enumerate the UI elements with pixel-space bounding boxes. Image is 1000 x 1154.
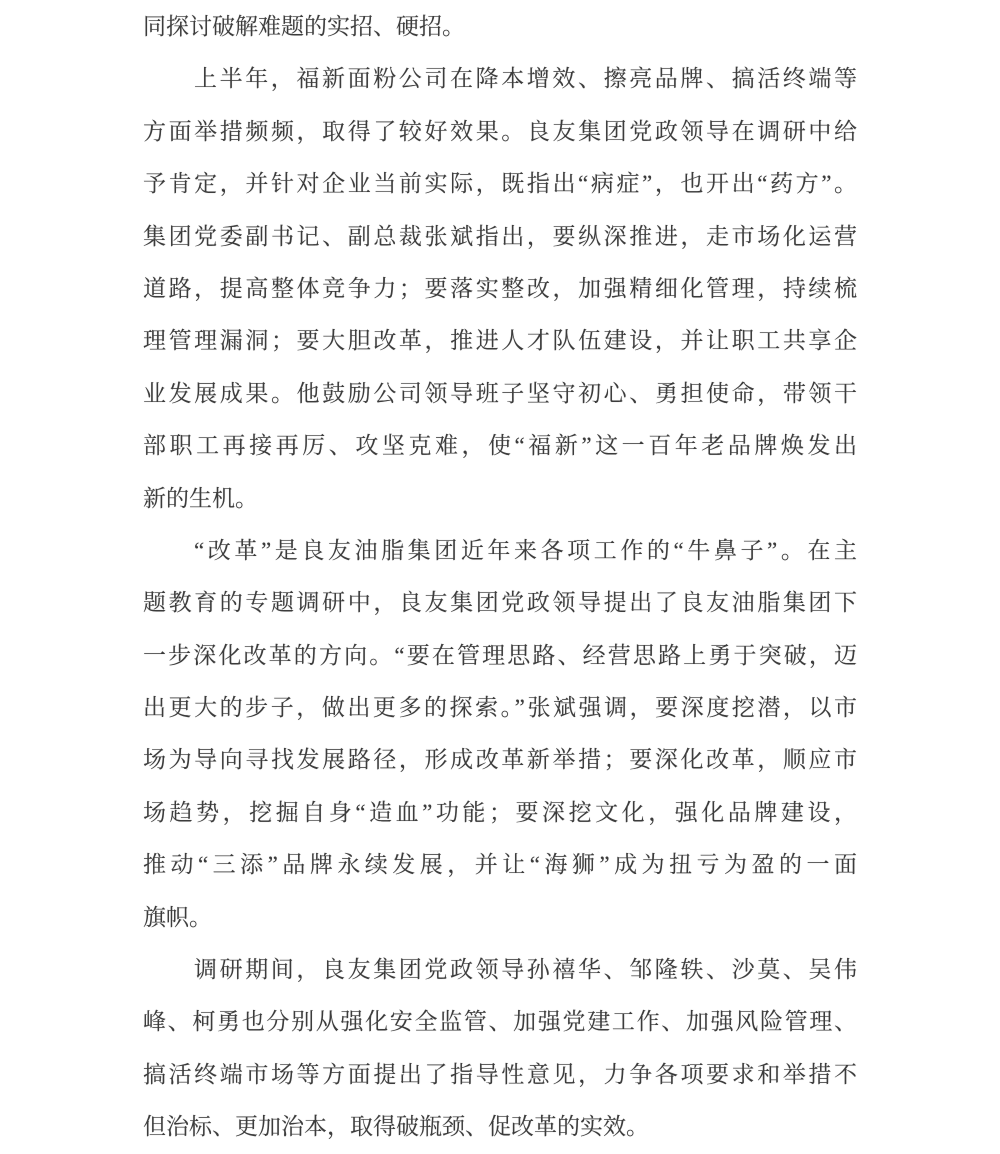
paragraph-research-guidance [143, 944, 857, 1154]
text-line: 题教育的专题调研中，良友集团党政领导提出了良友油脂集团下 [143, 590, 857, 616]
text-line: 予肯定，并针对企业当前实际，既指出“病症”，也开出“药方”。 [143, 171, 857, 197]
text-line: 道路，提高整体竞争力；要落实整改，加强精细化管理，持续梳 [143, 275, 857, 301]
paragraph-fuxin-company [143, 53, 857, 525]
text-line: 搞活终端市场等方面提出了指导性意见，力争各项要求和举措不 [143, 1061, 857, 1087]
text-line: 但治标、更加治本，取得破瓶颈、促改革的实效。 [143, 1114, 649, 1140]
text-line: 同探讨破解难题的实招、硬招。 [143, 14, 465, 39]
text-line: 调研期间，良友集团党政领导孙禧华、邹隆轶、沙莫、吴伟 [194, 957, 857, 983]
paragraph-continuation [143, 1, 857, 53]
text-line: 业发展成果。他鼓励公司领导班子坚守初心、勇担使命，带领干 [143, 380, 857, 406]
document-body [143, 1, 857, 1154]
text-line: 方面举措频频，取得了较好效果。良友集团党政领导在调研中给 [143, 118, 857, 144]
text-line: 理管理漏洞；要大胆改革，推进人才队伍建设，并让职工共享企 [143, 328, 857, 354]
text-line: 上半年，福新面粉公司在降本增效、擦亮品牌、搞活终端等 [194, 66, 857, 92]
text-line: 出更大的步子，做出更多的探索。”张斌强调，要深度挖潜，以市 [143, 695, 857, 721]
text-line: 新的生机。 [143, 485, 258, 511]
text-line: 旗帜。 [143, 904, 212, 930]
text-line: 集团党委副书记、副总裁张斌指出，要纵深推进，走市场化运营 [143, 223, 857, 249]
text-line: “改革”是良友油脂集团近年来各项工作的“牛鼻子”。在主 [194, 537, 857, 563]
text-line: 场为导向寻找发展路径，形成改革新举措；要深化改革，顺应市 [143, 747, 857, 773]
text-line: 场趋势，挖掘自身“造血”功能；要深挖文化，强化品牌建设， [143, 799, 857, 825]
text-line: 部职工再接再厉、攻坚克难，使“福新”这一百年老品牌焕发出 [143, 433, 857, 459]
text-line: 推动“三添”品牌永续发展，并让“海狮”成为扭亏为盈的一面 [143, 852, 857, 878]
text-line: 峰、柯勇也分别从强化安全监管、加强党建工作、加强风险管理、 [143, 1009, 857, 1035]
text-line: 一步深化改革的方向。“要在管理思路、经营思路上勇于突破，迈 [143, 642, 857, 668]
paragraph-reform [143, 525, 857, 944]
